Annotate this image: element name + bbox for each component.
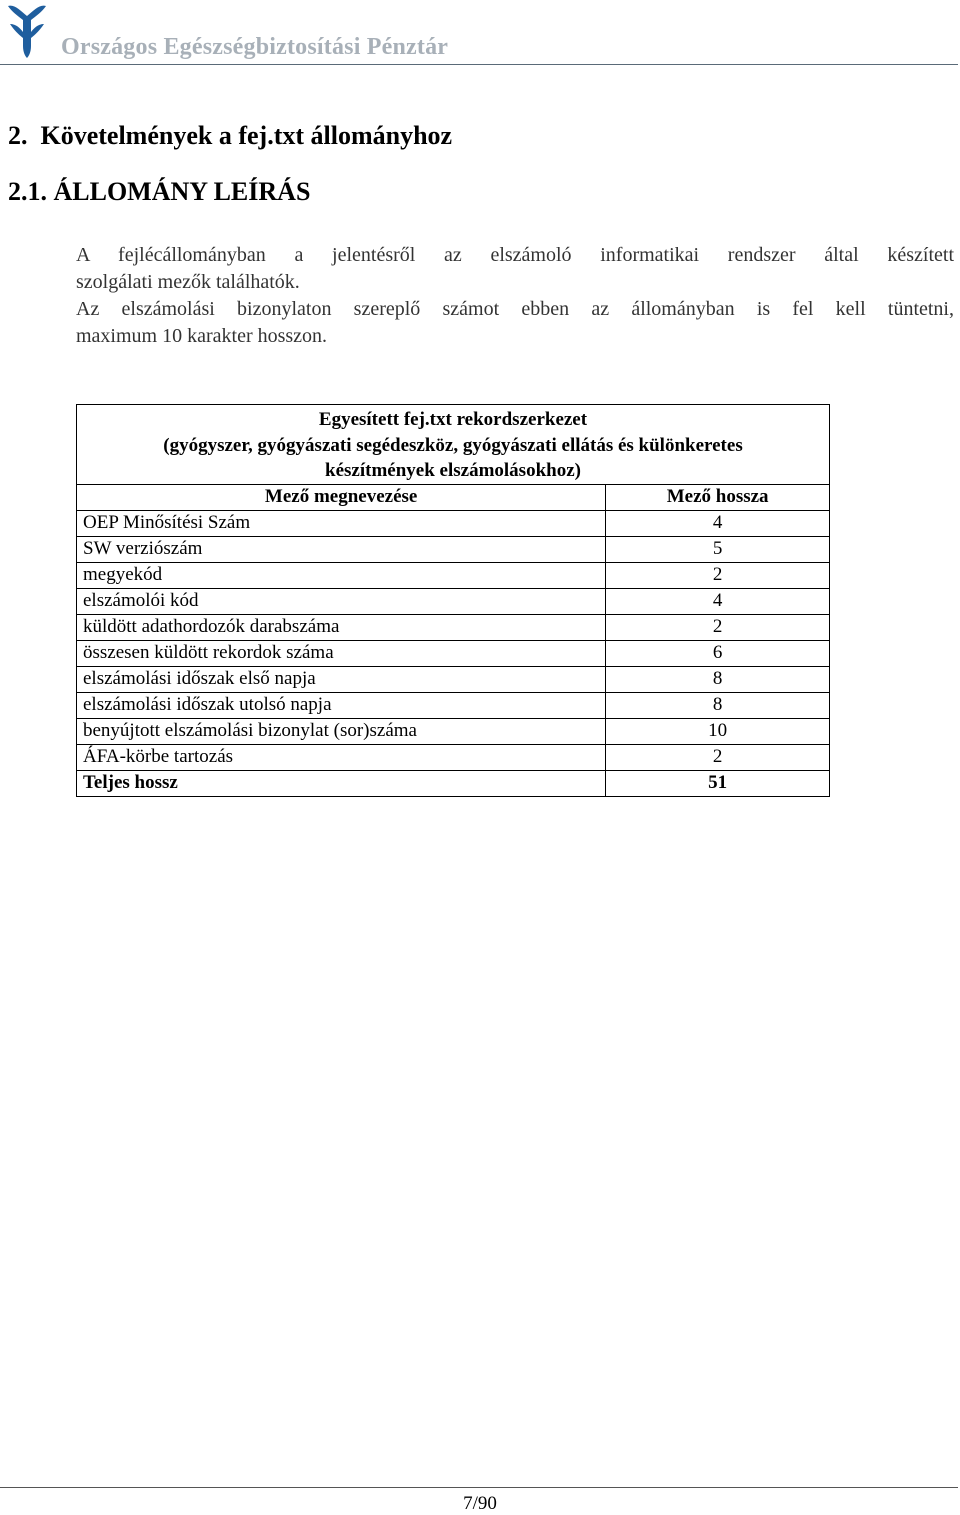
record-structure-table	[76, 404, 830, 797]
field-length-cell: 5	[606, 536, 830, 562]
page-header	[0, 0, 960, 66]
table-row	[77, 562, 830, 588]
paragraph-line: szolgálati mezők találhatók.	[76, 271, 300, 293]
field-length-cell: 2	[606, 744, 830, 770]
paragraph-line: Az elszámolási bizonylaton szereplő számot ebben az állományban is fel kell tüntetni,	[76, 298, 954, 320]
table-row	[77, 718, 830, 744]
field-name-cell: benyújtott elszámolási bizonylat (sor)száma	[77, 718, 606, 744]
table-row	[77, 536, 830, 562]
table-header-row	[77, 484, 830, 510]
field-length-cell: 4	[606, 588, 830, 614]
field-name-cell: OEP Minősítési Szám	[77, 510, 606, 536]
field-length-cell: 2	[606, 562, 830, 588]
field-name-cell: megyekód	[77, 562, 606, 588]
page-number: 7/90	[463, 1493, 497, 1514]
field-length-cell: 8	[606, 666, 830, 692]
field-length-cell: 4	[606, 510, 830, 536]
field-length-cell: 6	[606, 640, 830, 666]
paragraph-1	[76, 242, 954, 296]
paragraph-2	[76, 296, 954, 350]
total-label: Teljes hossz	[77, 770, 606, 796]
paragraph-line: maximum 10 karakter hosszon.	[76, 325, 328, 347]
field-length-cell: 2	[606, 614, 830, 640]
table-title-line: készítmények elszámolásokhoz)	[325, 460, 581, 481]
field-name-cell: SW verziószám	[77, 536, 606, 562]
column-header-length: Mező hossza	[606, 484, 830, 510]
field-name-cell: elszámolási időszak utolsó napja	[77, 692, 606, 718]
column-header-name: Mező megnevezése	[77, 484, 606, 510]
table-total-row	[77, 770, 830, 796]
table-row	[77, 744, 830, 770]
field-name-cell: összesen küldött rekordok száma	[77, 640, 606, 666]
footer-divider	[0, 1487, 958, 1488]
table-title-row	[77, 405, 830, 485]
table-row	[77, 614, 830, 640]
subsection-heading: 2.1. ÁLLOMÁNY LEÍRÁS	[8, 177, 311, 206]
organization-name: Országos Egészségbiztosítási Pénztár	[61, 34, 449, 60]
field-name-cell: ÁFA-körbe tartozás	[77, 744, 606, 770]
field-name-cell: elszámolói kód	[77, 588, 606, 614]
table-title-line: Egyesített fej.txt rekordszerkezet	[318, 409, 588, 430]
table-row	[77, 692, 830, 718]
table-row	[77, 666, 830, 692]
header-divider	[0, 64, 958, 65]
section-heading: 2. Követelmények a fej.txt állományhoz	[8, 121, 453, 150]
oep-logo-icon	[6, 2, 48, 60]
field-name-cell: küldött adathordozók darabszáma	[77, 614, 606, 640]
table-row	[77, 588, 830, 614]
table-row	[77, 510, 830, 536]
field-name-cell: elszámolási időszak első napja	[77, 666, 606, 692]
table-title-line: (gyógyszer, gyógyászati segédeszköz, gyógyászati ellátás és különkeretes	[163, 434, 743, 456]
field-length-cell: 8	[606, 692, 830, 718]
total-value: 51	[606, 770, 830, 796]
field-length-cell: 10	[606, 718, 830, 744]
table-title	[77, 405, 830, 485]
table-row	[77, 640, 830, 666]
paragraph-line: A fejlécállományban a jelentésről az elszámoló informatikai rendszer által készített	[76, 244, 954, 266]
table-body	[77, 510, 830, 770]
